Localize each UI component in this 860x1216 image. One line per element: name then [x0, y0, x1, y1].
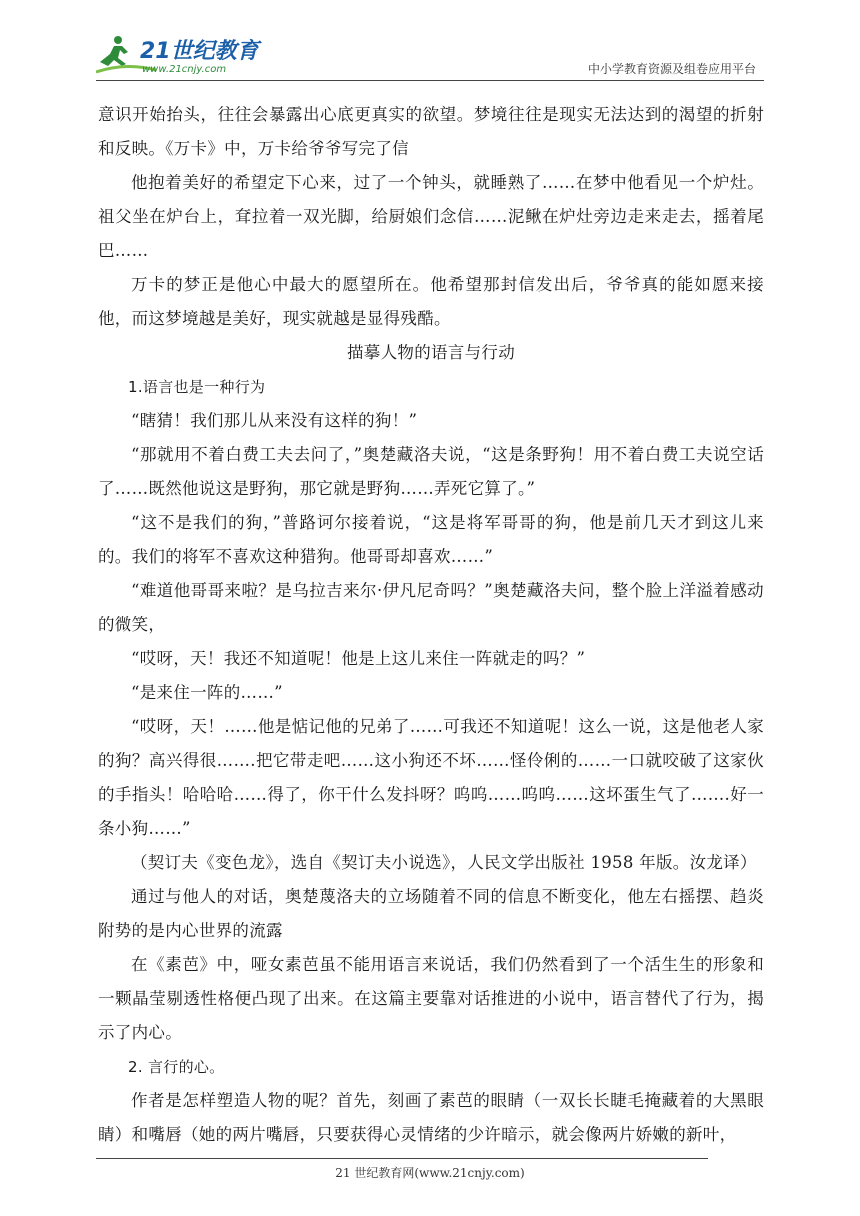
subheading: 1.语言也是一种行为	[128, 378, 266, 396]
dialogue-line: “这不是我们的狗，”普路诃尔接着说，“这是将军哥哥的狗，他是前几天才到这儿来的。我们的将军不喜欢这种猎狗。他哥哥却喜欢……”	[98, 513, 764, 566]
paragraph: 在《素芭》中，哑女素芭虽不能用语言来说话，我们仍然看到了一个活生生的形象和一颗晶莹剔透性格便凸现了出来。在这篇主要靠对话推进的小说中，语言替代了行为，揭示了内心。	[98, 955, 764, 1042]
page-footer: 21 世纪教育网(www.21cnjy.com)	[335, 1166, 525, 1180]
paragraph: 通过与他人的对话，奥楚蔑洛夫的立场随着不同的信息不断变化，他左右摇摆、趋炎附势的是内心世界的流露	[98, 887, 764, 940]
dialogue-line: “哎呀，天！我还不知道呢！他是上这儿来住一阵就走的吗？”	[131, 649, 586, 668]
platform-name: 中小学教育资源及组卷应用平台	[587, 62, 756, 76]
paragraph: 作者是怎样塑造人物的呢？首先，刻画了素芭的眼睛（一双长长睫毛掩藏着的大黑眼睛）和嘴唇（她的两片嘴唇，只要获得心灵情绪的少许暗示，就会像两片娇嫩的新叶，	[98, 1091, 764, 1144]
document-body	[98, 98, 764, 1152]
citation: （契订夫《变色龙》，选自《契订夫小说选》，人民文学出版社 1958 年版。汝龙译）	[131, 853, 757, 872]
paragraph: 他抱着美好的希望定下心来，过了一个钟头，就睡熟了……在梦中他看见一个炉灶。祖父坐在炉台上，耷拉着一双光脚，给厨娘们念信……泥鳅在炉灶旁边走来走去，摇着尾巴……	[98, 173, 764, 260]
subheading: 2. 言行的心。	[128, 1058, 225, 1076]
dialogue-line: “难道他哥哥来啦？是乌拉吉来尔·伊凡尼奇吗？”奥楚藏洛夫问，整个脸上洋溢着感动的微笑，	[98, 581, 764, 634]
runner-logo-icon	[96, 32, 266, 78]
dialogue-line: “哎呀，天！……他是惦记他的兄弟了……可我还不知道呢！这么一说，这是他老人家的狗？高兴得很…….把它带走吧……这小狗还不坏……怪伶俐的……一口就咬破了这家伙的手指头！哈哈哈……得了，你干什么发抖呀？呜呜……呜呜……这坏蛋生气了…….好一条小狗……”	[98, 717, 764, 838]
page-header	[0, 0, 860, 84]
paragraph: 万卡的梦正是他心中最大的愿望所在。他希望那封信发出后，爷爷真的能如愿来接他，而这梦境越是美好，现实就越是显得残酷。	[98, 275, 764, 328]
svg-text:www.21cnjy.com: www.21cnjy.com	[142, 64, 227, 75]
paragraph: 意识开始抬头，往往会暴露出心底更真实的欲望。梦境往往是现实无法达到的渴望的折射和反映。《万卡》中，万卡给爷爷写完了信	[98, 105, 764, 158]
dialogue-line: “那就用不着白费工夫去问了，”奥楚藏洛夫说，“这是条野狗！用不着白费工夫说空话了……既然他说这是野狗，那它就是野狗……弄死它算了。”	[98, 445, 764, 498]
dialogue-line: “是来住一阵的……”	[131, 683, 283, 702]
header-divider	[96, 80, 764, 81]
dialogue-line: “瞎猜！我们那儿从来没有这样的狗！”	[131, 411, 418, 430]
svg-text:21世纪教育: 21世纪教育	[140, 39, 259, 64]
site-logo	[96, 32, 266, 78]
footer-divider	[96, 1158, 708, 1159]
section-heading: 描摹人物的语言与行动	[347, 343, 515, 362]
